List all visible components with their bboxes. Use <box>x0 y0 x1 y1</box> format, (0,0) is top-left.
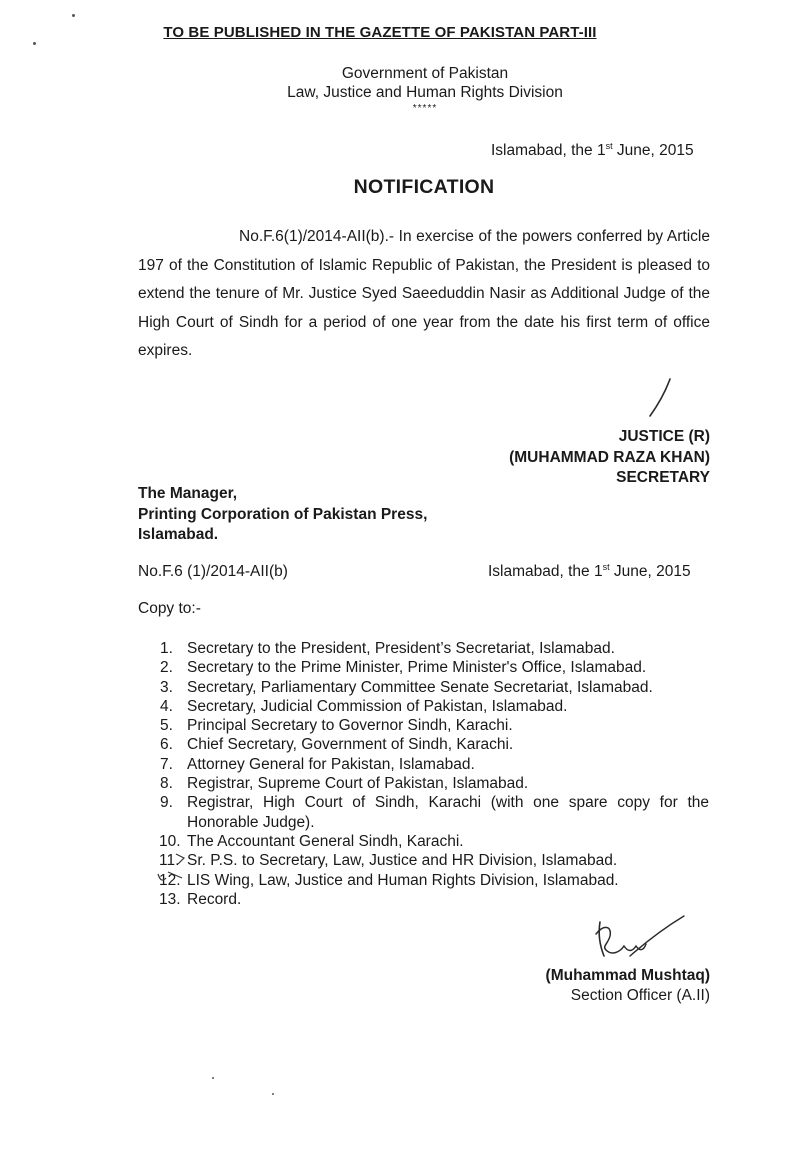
section-officer-signature <box>590 912 690 972</box>
notification-date: Islamabad, the 1st June, 2015 <box>491 141 694 159</box>
stars-separator: ***** <box>412 103 438 114</box>
list-item: 1. Secretary to the President, President’s Secretariat, Islamabad. <box>160 640 615 657</box>
notification-body: No.F.6(1)/2014-AII(b).- In exercise of the powers conferred by Article 197 of the Constitution of Islamic Republic of Pakistan, the President is pleased to extend the tenure of Mr. Justice Syed Saeeduddin Nasir as Additional Judge of the High Court of Sindh for a period of one year from the date his first term of office expires. <box>138 228 710 360</box>
copy-to-label: Copy to:- <box>138 600 201 617</box>
secretary-signatory-block <box>509 427 710 489</box>
section-officer-title: Section Officer (A.II) <box>570 987 710 1004</box>
addressee-line-2: Printing Corporation of Pakistan Press, <box>138 505 428 523</box>
gazette-heading: TO BE PUBLISHED IN THE GAZETTE OF PAKISTAN PART-III <box>163 24 597 41</box>
list-item: 2. Secretary to the Prime Minister, Prime Minister's Office, Islamabad. <box>160 659 647 677</box>
reference-date: Islamabad, the 1st June, 2015 <box>488 562 691 580</box>
addressee-line-3: Islamabad. <box>138 526 219 543</box>
list-item: 11. Sr. P.S. to Secretary, Law, Justice and HR Division, Islamabad. <box>159 852 618 870</box>
list-item: 12. LIS Wing, Law, Justice and Human Rights Division, Islamabad. <box>159 871 619 889</box>
signatory-designation: SECRETARY <box>616 469 710 486</box>
notification-title: NOTIFICATION <box>353 176 495 198</box>
scan-speck <box>33 42 36 45</box>
scan-speck <box>72 14 75 17</box>
scan-speck <box>212 1077 214 1079</box>
list-item: 3. Secretary, Parliamentary Committee Senate Secretariat, Islamabad. <box>160 678 653 696</box>
division-line: Law, Justice and Human Rights Division <box>287 84 563 101</box>
list-item: 8. Registrar, Supreme Court of Pakistan, Islamabad. <box>160 775 529 793</box>
list-item: 13. Record. <box>159 890 242 908</box>
scan-speck <box>272 1093 274 1095</box>
copy-to-list <box>160 639 720 909</box>
addressee-block <box>138 484 427 546</box>
list-item: 7. Attorney General for Pakistan, Islamabad. <box>160 755 475 773</box>
secretary-signature <box>640 376 680 420</box>
government-line: Government of Pakistan <box>341 65 509 82</box>
list-item: 9. Registrar, High Court of Sindh, Karachi (with one spare copy for the Honorable Judge). <box>160 794 709 831</box>
signatory-title: JUSTICE (R) <box>618 428 710 445</box>
list-item: 6. Chief Secretary, Government of Sindh, Karachi. <box>160 736 514 754</box>
addressee-line-1: The Manager, <box>138 485 238 502</box>
section-officer-name: (Muhammad Mushtaq) <box>545 967 710 984</box>
reference-number: No.F.6 (1)/2014-AII(b) <box>138 563 288 580</box>
signatory-name: (MUHAMMAD RAZA KHAN) <box>509 448 710 466</box>
list-item: 4. Secretary, Judicial Commission of Pakistan, Islamabad. <box>160 697 568 715</box>
list-item: 10. The Accountant General Sindh, Karachi. <box>159 832 464 850</box>
list-item: 5. Principal Secretary to Governor Sindh, Karachi. <box>160 717 513 735</box>
section-officer-block <box>546 966 710 1006</box>
handwritten-tick-marks-icon <box>156 850 196 890</box>
